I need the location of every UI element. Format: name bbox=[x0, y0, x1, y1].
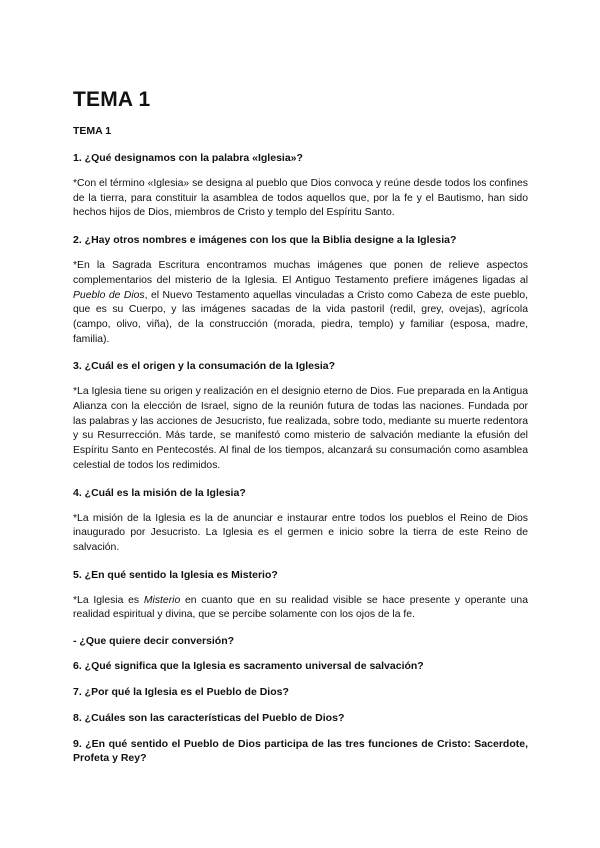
answer-2 bbox=[73, 259, 528, 347]
answer-2-italic: Pueblo de Dios bbox=[73, 289, 145, 301]
question-5: 5. ¿En qué sentido la Iglesia es Misterio? bbox=[73, 568, 278, 581]
answer-3: *La Iglesia tiene su origen y realización en el designio eterno de Dios. Fue preparada en la Antigua Alianza con la elección de Israel, signo de la reunión futura de todas las naciones. Fundada por las palabras y las acciones de Jesucristo, fue realizada, sobre todo, mediante su muerte redentora y su Resurrección. Más tarde, se manifestó como misterio de salvación mediante la efusión del Espíritu Santo en Pentecostés. Al final de los tiempos, alcanzará su consumación como asamblea celestial de todos los redimidos. bbox=[73, 386, 528, 471]
question-2: 2. ¿Hay otros nombres e imágenes con los que la Biblia designe a la Iglesia? bbox=[73, 234, 457, 247]
answer-2-text-after: , el Nuevo Testamento aquellas vinculadas a Cristo como Cabeza de este pueblo, que es su Cuerpo, y las imágenes sacadas de la vida pastoril (redil, grey, ovejas), agrícola (campo, olivo, viña), de la construcción (morada, piedra, templo) y familiar (esposa, madre, familia). bbox=[73, 289, 528, 345]
question-7: 7. ¿Por qué la Iglesia es el Pueblo de Dios? bbox=[73, 686, 289, 699]
sub-question-conversion: - ¿Que quiere decir conversión? bbox=[73, 635, 235, 648]
question-9: 9. ¿En qué sentido el Pueblo de Dios participa de las tres funciones de Cristo: Sacerdote, Profeta y Rey? bbox=[73, 738, 528, 765]
question-6: 6. ¿Qué significa que la Iglesia es sacramento universal de salvación? bbox=[73, 660, 424, 673]
answer-5-italic: Misterio bbox=[143, 594, 181, 606]
question-4: 4. ¿Cuál es la misión de la Iglesia? bbox=[73, 486, 246, 499]
question-3: 3. ¿Cuál es el origen y la consumación de la Iglesia? bbox=[73, 360, 336, 373]
question-8: 8. ¿Cuáles son las características del Pueblo de Dios? bbox=[73, 712, 345, 725]
answer-1: *Con el término «Iglesia» se designa al pueblo que Dios convoca y reúne desde todos los confines de la tierra, para constituir la asamblea de todos aquellos que, por la fe y el Bautismo, han sido hechos hijos de Dios, miembros de Cristo y templo del Espíritu Santo. bbox=[73, 178, 528, 219]
answer-5-text-after: en cuanto que en su realidad visible se hace presente y operante una realidad espiritual y divina, que se percibe solamente con los ojos de la fe. bbox=[73, 594, 528, 621]
page-title: TEMA 1 bbox=[73, 88, 151, 111]
question-1: 1. ¿Qué designamos con la palabra «Iglesia»? bbox=[73, 152, 303, 164]
answer-5 bbox=[73, 594, 528, 623]
answer-4: *La misión de la Iglesia es la de anunciar e instaurar entre todos los pueblos el Reino de Dios inaugurado por Jesucristo. La Iglesia es el germen e inicio sobre la tierra de este Reino de salvación. bbox=[73, 512, 528, 553]
answer-2-text-before: *En la Sagrada Escritura encontramos muchas imágenes que ponen de relieve aspectos complementarios del misterio de la Iglesia. El Antiguo Testamento prefiere imágenes ligadas al bbox=[73, 260, 528, 286]
section-subtitle: TEMA 1 bbox=[73, 125, 112, 137]
answer-5-text-before: *La Iglesia es bbox=[73, 594, 144, 606]
